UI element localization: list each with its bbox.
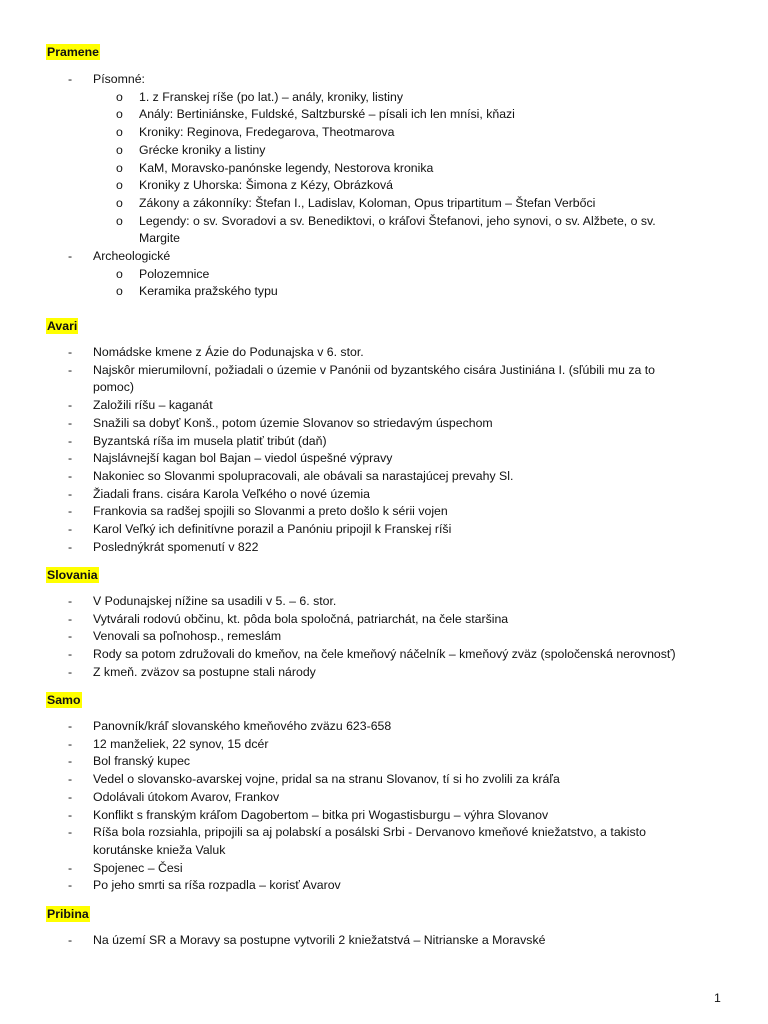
- list-item-text: Vedel o slovansko-avarskej vojne, pridal sa na stranu Slovanov, tí si ho zvolili za kráľa: [93, 772, 560, 787]
- section-heading: Pramene: [47, 45, 99, 59]
- list-item-text: Z kmeň. zväzov sa postupne stali národy: [93, 664, 316, 679]
- list-item: [0, 468, 768, 486]
- dash-bullet-icon: -: [68, 736, 73, 751]
- list-item-text: Písomné:: [93, 72, 145, 86]
- list-item: [0, 860, 768, 878]
- dash-bullet-icon: -: [68, 878, 73, 893]
- list-item: [0, 646, 768, 664]
- sub-list-item: [93, 195, 699, 213]
- dash-bullet-icon: -: [68, 433, 73, 448]
- list-item: [0, 539, 768, 557]
- list-item-text: Po jeho smrti sa ríša rozpadla – korisť Avarov: [93, 878, 341, 893]
- list-item-text: Frankovia sa radšej spojili so Slovanmi a preto došlo k sérii vojen: [93, 504, 448, 519]
- list-item: [0, 771, 768, 789]
- list-item: [0, 807, 768, 825]
- list-item-text: Vytvárali rodovú občinu, kt. pôda bola spoločná, patriarchát, na čele staršina: [93, 611, 509, 626]
- dash-bullet-icon: -: [68, 415, 73, 430]
- list-item-text: Konflikt s franským kráľom Dagobertom – bitka pri Wogastisburgu – výhra Slovanov: [93, 807, 549, 822]
- list-item: [0, 664, 768, 682]
- section-heading: Avari: [47, 319, 78, 333]
- dash-bullet-icon: -: [68, 539, 73, 554]
- dash-bullet-icon: -: [68, 522, 73, 537]
- circle-bullet-icon: o: [116, 160, 123, 175]
- list-item: [0, 71, 768, 248]
- list-item: [0, 789, 768, 807]
- list-item-text: Najslávnejší kagan bol Bajan – viedol úspešné výpravy: [93, 451, 393, 466]
- sub-list-item-text: Kroniky z Uhorska: Šimona z Kézy, Obrázková: [139, 178, 394, 193]
- sub-list: [93, 266, 768, 301]
- sub-list: [93, 89, 768, 248]
- sub-list-item: [93, 106, 699, 124]
- sub-list-item: [93, 89, 699, 107]
- sub-list-item-text: Legendy: o sv. Svoradovi a sv. Benediktovi, o kráľovi Štefanovi, jeho synovi, o sv. Alžbete, o sv. Margite: [139, 213, 656, 246]
- list-item: [0, 433, 768, 451]
- circle-bullet-icon: o: [116, 142, 123, 157]
- list-item: [0, 628, 768, 646]
- circle-bullet-icon: o: [116, 266, 123, 281]
- list-item-text: Poslednýkrát spomenutí v 822: [93, 539, 259, 554]
- sub-list-item-text: 1. z Franskej ríše (po lat.) – anály, kroniky, listiny: [139, 89, 404, 104]
- dash-bullet-icon: -: [68, 249, 73, 264]
- list-item: [0, 753, 768, 771]
- list-item: [0, 824, 768, 859]
- dash-bullet-icon: -: [68, 72, 73, 86]
- dash-bullet-icon: -: [68, 719, 73, 733]
- list-item-text: Karol Veľký ich definitívne porazil a Panóniu pripojil k Franskej ríši: [93, 522, 452, 537]
- list-item: [0, 450, 768, 468]
- sub-list-item-text: KaM, Moravsko-panónske legendy, Nestorova kronika: [139, 160, 434, 175]
- list-item: [0, 736, 768, 754]
- sub-list-item-text: Kroniky: Reginova, Fredegarova, Theotmarova: [139, 125, 395, 140]
- dash-bullet-icon: -: [68, 629, 73, 644]
- section-heading: Samo: [47, 693, 81, 707]
- dash-bullet-icon: -: [68, 611, 73, 626]
- dash-bullet-icon: -: [68, 647, 73, 662]
- list-item: [0, 521, 768, 539]
- sub-list-item: [93, 160, 699, 178]
- dash-bullet-icon: -: [68, 398, 73, 413]
- sub-list-item: [93, 142, 699, 160]
- sub-list-item: [93, 266, 699, 284]
- list-item: [0, 932, 768, 950]
- dash-bullet-icon: -: [68, 933, 73, 947]
- sub-list-item-text: Grécke kroniky a listiny: [139, 142, 266, 157]
- sub-list-item: [93, 177, 699, 195]
- list-item-text: Archeologické: [93, 249, 171, 264]
- list-item-text: Žiadali frans. cisára Karola Veľkého o nové územia: [93, 486, 370, 501]
- circle-bullet-icon: o: [116, 107, 123, 122]
- dash-bullet-icon: -: [68, 789, 73, 804]
- circle-bullet-icon: o: [116, 284, 123, 299]
- list-item-text: Najskôr mierumilovní, požiadali o územie v Panónii od byzantského cisára Justiniána I. (sľúbili mu za to pomoc): [93, 362, 655, 395]
- list-item: [0, 397, 768, 415]
- dash-bullet-icon: -: [68, 362, 73, 377]
- circle-bullet-icon: o: [116, 89, 123, 104]
- section-heading: Pribina: [47, 907, 89, 921]
- dash-bullet-icon: -: [68, 807, 73, 822]
- list-item-text: Venovali sa poľnohosp., remeslám: [93, 629, 282, 644]
- circle-bullet-icon: o: [116, 213, 123, 228]
- list-item: [0, 362, 768, 397]
- sub-list-item-text: Zákony a zákonníky: Štefan I., Ladislav, Koloman, Opus tripartitum – Štefan Verbőci: [139, 195, 596, 210]
- list-item-text: Panovník/kráľ slovanského kmeňového zväzu 623-658: [93, 719, 392, 733]
- list-item: [0, 415, 768, 433]
- list-item-text: Spojenec – Česi: [93, 860, 183, 875]
- dash-bullet-icon: -: [68, 504, 73, 519]
- bullet-list: [0, 593, 768, 682]
- list-item-text: Bol franský kupec: [93, 754, 191, 769]
- sub-list-item: [93, 283, 699, 301]
- dash-bullet-icon: -: [68, 345, 73, 359]
- list-item: [0, 248, 768, 301]
- list-item-text: Nomádske kmene z Ázie do Podunajska v 6. stor.: [93, 345, 364, 359]
- list-item: [0, 486, 768, 504]
- dash-bullet-icon: -: [68, 754, 73, 769]
- list-item-text: 12 manželiek, 22 synov, 15 dcér: [93, 736, 269, 751]
- circle-bullet-icon: o: [116, 195, 123, 210]
- list-item-text: Odolávali útokom Avarov, Frankov: [93, 789, 280, 804]
- list-item-text: Rody sa potom združovali do kmeňov, na čele kmeňový náčelník – kmeňový zväz (spoločenská nerovnosť): [93, 647, 676, 662]
- sub-list-item: [93, 213, 699, 248]
- dash-bullet-icon: -: [68, 468, 73, 483]
- dash-bullet-icon: -: [68, 664, 73, 679]
- sub-list-item-text: Anály: Bertiniánske, Fuldské, Saltzburské – písali ich len mnísi, kňazi: [139, 107, 515, 122]
- circle-bullet-icon: o: [116, 125, 123, 140]
- list-item-text: Ríša bola rozsiahla, pripojili sa aj polabskí a posálski Srbi - Dervanovo kmeňové kniežatstvo, a takisto korutánske knieža Valuk: [93, 825, 646, 857]
- list-item-text: Snažili sa dobyť Konš., potom územie Slovanov so striedavým úspechom: [93, 415, 493, 430]
- dash-bullet-icon: -: [68, 594, 73, 608]
- dash-bullet-icon: -: [68, 486, 73, 501]
- list-item: [0, 344, 768, 362]
- list-item: [0, 718, 768, 736]
- list-item: [0, 877, 768, 895]
- bullet-list: [0, 71, 768, 301]
- dash-bullet-icon: -: [68, 772, 73, 787]
- list-item-text: Založili ríšu – kaganát: [93, 398, 213, 413]
- sub-list-item-text: Keramika pražského typu: [139, 284, 278, 299]
- bullet-list: [0, 344, 768, 556]
- list-item-text: Nakoniec so Slovanmi spolupracovali, ale obávali sa narastajúcej prevahy Sl.: [93, 468, 514, 483]
- list-item: [0, 503, 768, 521]
- list-item: [0, 611, 768, 629]
- list-item-text: V Podunajskej nížine sa usadili v 5. – 6. stor.: [93, 594, 337, 608]
- bullet-list: [0, 932, 768, 950]
- circle-bullet-icon: o: [116, 178, 123, 193]
- list-item-text: Na území SR a Moravy sa postupne vytvorili 2 kniežatstvá – Nitrianske a Moravské: [93, 933, 546, 947]
- section-heading: Slovania: [47, 568, 98, 582]
- list-item-text: Byzantská ríša im musela platiť tribút (daň): [93, 433, 327, 448]
- page-number: 1: [714, 991, 721, 1005]
- dash-bullet-icon: -: [68, 451, 73, 466]
- dash-bullet-icon: -: [68, 860, 73, 875]
- sub-list-item-text: Polozemnice: [139, 266, 210, 281]
- list-item: [0, 593, 768, 611]
- bullet-list: [0, 718, 768, 895]
- dash-bullet-icon: -: [68, 825, 73, 840]
- sub-list-item: [93, 124, 699, 142]
